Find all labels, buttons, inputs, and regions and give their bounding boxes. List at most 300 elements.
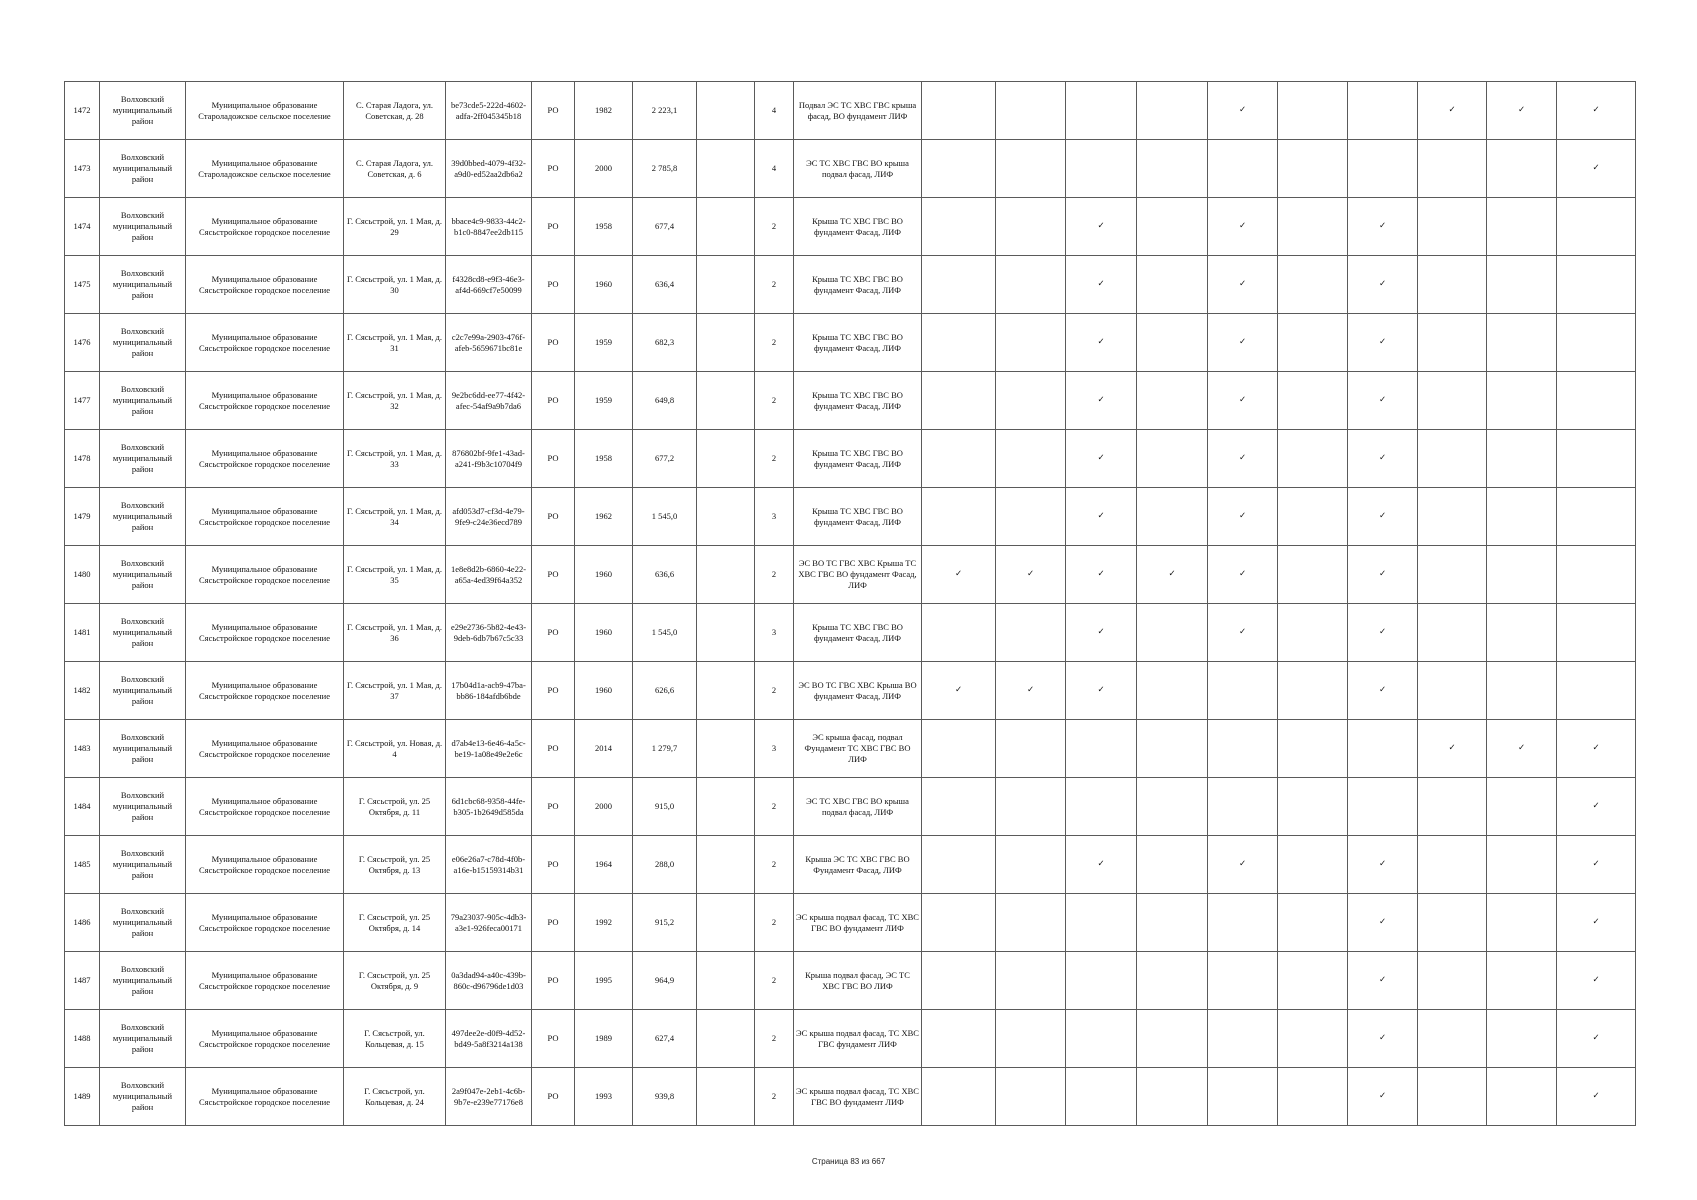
- row-number-cell: 1484: [65, 778, 100, 836]
- row-number-cell: 1475: [65, 256, 100, 314]
- work-flag-cell: [1278, 82, 1348, 140]
- district-cell: Волховский муниципальный район: [100, 778, 186, 836]
- table-row: [65, 488, 1636, 546]
- check-mark-icon: ✓: [1557, 720, 1636, 778]
- work-flag-cell: [996, 314, 1066, 372]
- district-cell: Волховский муниципальный район: [100, 662, 186, 720]
- check-mark-icon: ✓: [1066, 662, 1137, 720]
- empty-cell: [697, 314, 755, 372]
- municipality-cell: Муниципальное образование Сясьстройское городское поселение: [186, 256, 344, 314]
- work-flag-cell: [1557, 256, 1636, 314]
- check-mark-icon: ✓: [1208, 198, 1278, 256]
- work-flag-cell: [1278, 314, 1348, 372]
- row-number-cell: 1479: [65, 488, 100, 546]
- work-flag-cell: [1487, 488, 1557, 546]
- work-flag-cell: [1278, 952, 1348, 1010]
- work-flag-cell: [1487, 372, 1557, 430]
- work-flag-cell: [1066, 894, 1137, 952]
- check-mark-icon: ✓: [1348, 488, 1418, 546]
- work-flag-cell: [1137, 372, 1208, 430]
- check-mark-icon: ✓: [1208, 836, 1278, 894]
- check-mark-icon: ✓: [1557, 952, 1636, 1010]
- floors-cell: 2: [755, 372, 794, 430]
- floors-cell: 3: [755, 488, 794, 546]
- work-flag-cell: [1278, 256, 1348, 314]
- works-cell: Крыша подвал фасад, ЭС ТС ХВС ГВС ВО ЛИФ: [794, 952, 922, 1010]
- work-flag-cell: [1418, 778, 1487, 836]
- district-cell: Волховский муниципальный район: [100, 720, 186, 778]
- work-flag-cell: [922, 894, 996, 952]
- works-cell: Крыша ТС ХВС ГВС ВО фундамент Фасад, ЛИФ: [794, 198, 922, 256]
- district-cell: Волховский муниципальный район: [100, 894, 186, 952]
- check-mark-icon: ✓: [1348, 198, 1418, 256]
- work-flag-cell: [1137, 836, 1208, 894]
- work-flag-cell: [1137, 140, 1208, 198]
- work-flag-cell: [1487, 256, 1557, 314]
- check-mark-icon: ✓: [1487, 82, 1557, 140]
- work-flag-cell: [1487, 952, 1557, 1010]
- check-mark-icon: ✓: [1557, 82, 1636, 140]
- works-cell: ЭС крыша подвал фасад, ТС ХВС ГВС ВО фундамент ЛИФ: [794, 1068, 922, 1126]
- guid-cell: 17b04d1a-acb9-47ba-bb86-184afdb6bde: [446, 662, 532, 720]
- district-cell: Волховский муниципальный район: [100, 1068, 186, 1126]
- area-cell: 915,0: [633, 778, 697, 836]
- table-row: [65, 140, 1636, 198]
- check-mark-icon: ✓: [1066, 372, 1137, 430]
- check-mark-icon: ✓: [1348, 662, 1418, 720]
- floors-cell: 2: [755, 546, 794, 604]
- check-mark-icon: ✓: [1487, 720, 1557, 778]
- type-cell: РО: [532, 82, 575, 140]
- works-cell: ЭС ТС ХВС ГВС ВО крыша подвал фасад, ЛИФ: [794, 140, 922, 198]
- type-cell: РО: [532, 546, 575, 604]
- year-cell: 2000: [575, 140, 633, 198]
- municipality-cell: Муниципальное образование Сясьстройское городское поселение: [186, 198, 344, 256]
- guid-cell: 876802bf-9fe1-43ad-a241-f9b3c10704f9: [446, 430, 532, 488]
- municipality-cell: Муниципальное образование Сясьстройское городское поселение: [186, 720, 344, 778]
- guid-cell: d7ab4e13-6e46-4a5c-be19-1a08e49e2e6c: [446, 720, 532, 778]
- type-cell: РО: [532, 256, 575, 314]
- work-flag-cell: [1487, 314, 1557, 372]
- floors-cell: 2: [755, 1068, 794, 1126]
- empty-cell: [697, 140, 755, 198]
- work-flag-cell: [1278, 662, 1348, 720]
- check-mark-icon: ✓: [1208, 604, 1278, 662]
- floors-cell: 3: [755, 604, 794, 662]
- check-mark-icon: ✓: [1348, 894, 1418, 952]
- work-flag-cell: [1557, 604, 1636, 662]
- area-cell: 677,2: [633, 430, 697, 488]
- work-flag-cell: [996, 778, 1066, 836]
- houses-table: [64, 81, 1636, 1126]
- check-mark-icon: ✓: [1066, 604, 1137, 662]
- work-flag-cell: [996, 430, 1066, 488]
- area-cell: 636,6: [633, 546, 697, 604]
- year-cell: 1958: [575, 430, 633, 488]
- municipality-cell: Муниципальное образование Староладожское сельское поселение: [186, 82, 344, 140]
- year-cell: 1992: [575, 894, 633, 952]
- work-flag-cell: [1208, 140, 1278, 198]
- guid-cell: 497dee2e-d0f9-4d52-bd49-5a8f3214a138: [446, 1010, 532, 1068]
- empty-cell: [697, 836, 755, 894]
- guid-cell: e06e26a7-c78d-4f0b-a16e-b15159314b31: [446, 836, 532, 894]
- work-flag-cell: [1418, 1010, 1487, 1068]
- works-cell: Крыша ТС ХВС ГВС ВО фундамент Фасад, ЛИФ: [794, 372, 922, 430]
- address-cell: Г. Сясьстрой, ул. 25 Октября, д. 14: [344, 894, 446, 952]
- work-flag-cell: [1418, 314, 1487, 372]
- table-row: [65, 372, 1636, 430]
- check-mark-icon: ✓: [1066, 198, 1137, 256]
- works-cell: ЭС ТС ХВС ГВС ВО крыша подвал фасад, ЛИФ: [794, 778, 922, 836]
- year-cell: 1960: [575, 662, 633, 720]
- work-flag-cell: [996, 894, 1066, 952]
- address-cell: Г. Сясьстрой, ул. 1 Мая, д. 34: [344, 488, 446, 546]
- work-flag-cell: [1418, 430, 1487, 488]
- address-cell: Г. Сясьстрой, ул. 1 Мая, д. 36: [344, 604, 446, 662]
- check-mark-icon: ✓: [1557, 778, 1636, 836]
- work-flag-cell: [1418, 198, 1487, 256]
- guid-cell: e29e2736-5b82-4e43-9deb-6db7b67c5c33: [446, 604, 532, 662]
- work-flag-cell: [1137, 952, 1208, 1010]
- work-flag-cell: [922, 430, 996, 488]
- check-mark-icon: ✓: [1137, 546, 1208, 604]
- floors-cell: 3: [755, 720, 794, 778]
- work-flag-cell: [1348, 778, 1418, 836]
- empty-cell: [697, 720, 755, 778]
- row-number-cell: 1473: [65, 140, 100, 198]
- table-row: [65, 720, 1636, 778]
- check-mark-icon: ✓: [1208, 256, 1278, 314]
- type-cell: РО: [532, 662, 575, 720]
- table-row: [65, 952, 1636, 1010]
- district-cell: Волховский муниципальный район: [100, 314, 186, 372]
- work-flag-cell: [1557, 198, 1636, 256]
- row-number-cell: 1489: [65, 1068, 100, 1126]
- work-flag-cell: [1278, 836, 1348, 894]
- floors-cell: 2: [755, 662, 794, 720]
- work-flag-cell: [1278, 140, 1348, 198]
- work-flag-cell: [1066, 1010, 1137, 1068]
- work-flag-cell: [1418, 140, 1487, 198]
- district-cell: Волховский муниципальный район: [100, 952, 186, 1010]
- year-cell: 2000: [575, 778, 633, 836]
- work-flag-cell: [1418, 604, 1487, 662]
- check-mark-icon: ✓: [1348, 256, 1418, 314]
- check-mark-icon: ✓: [1348, 546, 1418, 604]
- work-flag-cell: [1208, 720, 1278, 778]
- guid-cell: 1e8e8d2b-6860-4e22-a65a-4ed39f64a352: [446, 546, 532, 604]
- work-flag-cell: [1487, 604, 1557, 662]
- table-row: [65, 604, 1636, 662]
- address-cell: Г. Сясьстрой, ул. Кольцевая, д. 15: [344, 1010, 446, 1068]
- check-mark-icon: ✓: [1418, 720, 1487, 778]
- empty-cell: [697, 604, 755, 662]
- area-cell: 626,6: [633, 662, 697, 720]
- work-flag-cell: [1487, 546, 1557, 604]
- district-cell: Волховский муниципальный район: [100, 546, 186, 604]
- area-cell: 964,9: [633, 952, 697, 1010]
- type-cell: РО: [532, 778, 575, 836]
- district-cell: Волховский муниципальный район: [100, 198, 186, 256]
- type-cell: РО: [532, 314, 575, 372]
- work-flag-cell: [996, 720, 1066, 778]
- year-cell: 1995: [575, 952, 633, 1010]
- floors-cell: 2: [755, 952, 794, 1010]
- address-cell: Г. Сясьстрой, ул. 25 Октября, д. 9: [344, 952, 446, 1010]
- area-cell: 649,8: [633, 372, 697, 430]
- guid-cell: be73cde5-222d-4602-adfa-2ff045345b18: [446, 82, 532, 140]
- works-cell: Крыша ТС ХВС ГВС ВО фундамент Фасад, ЛИФ: [794, 256, 922, 314]
- check-mark-icon: ✓: [1348, 1010, 1418, 1068]
- works-cell: ЭС крыша подвал фасад, ТС ХВС ГВС фундамент ЛИФ: [794, 1010, 922, 1068]
- work-flag-cell: [996, 1068, 1066, 1126]
- address-cell: Г. Сясьстрой, ул. Кольцевая, д. 24: [344, 1068, 446, 1126]
- work-flag-cell: [1418, 662, 1487, 720]
- municipality-cell: Муниципальное образование Староладожское сельское поселение: [186, 140, 344, 198]
- work-flag-cell: [1208, 662, 1278, 720]
- table-row: [65, 314, 1636, 372]
- floors-cell: 2: [755, 778, 794, 836]
- check-mark-icon: ✓: [1348, 430, 1418, 488]
- work-flag-cell: [1137, 778, 1208, 836]
- year-cell: 1959: [575, 372, 633, 430]
- empty-cell: [697, 256, 755, 314]
- work-flag-cell: [922, 952, 996, 1010]
- check-mark-icon: ✓: [1066, 314, 1137, 372]
- area-cell: 1 279,7: [633, 720, 697, 778]
- guid-cell: 2a9f047e-2eb1-4c6b-9b7e-e239e77176e8: [446, 1068, 532, 1126]
- work-flag-cell: [1066, 1068, 1137, 1126]
- work-flag-cell: [1208, 778, 1278, 836]
- work-flag-cell: [1418, 952, 1487, 1010]
- empty-cell: [697, 546, 755, 604]
- work-flag-cell: [1418, 836, 1487, 894]
- work-flag-cell: [922, 198, 996, 256]
- year-cell: 1982: [575, 82, 633, 140]
- district-cell: Волховский муниципальный район: [100, 140, 186, 198]
- row-number-cell: 1483: [65, 720, 100, 778]
- check-mark-icon: ✓: [1208, 82, 1278, 140]
- work-flag-cell: [922, 836, 996, 894]
- type-cell: РО: [532, 430, 575, 488]
- check-mark-icon: ✓: [1557, 836, 1636, 894]
- work-flag-cell: [1066, 140, 1137, 198]
- table-row: [65, 430, 1636, 488]
- address-cell: Г. Сясьстрой, ул. 25 Октября, д. 11: [344, 778, 446, 836]
- row-number-cell: 1487: [65, 952, 100, 1010]
- work-flag-cell: [1278, 894, 1348, 952]
- year-cell: 1964: [575, 836, 633, 894]
- address-cell: Г. Сясьстрой, ул. 1 Мая, д. 31: [344, 314, 446, 372]
- guid-cell: afd053d7-cf3d-4e79-9fe9-c24e36ecd789: [446, 488, 532, 546]
- empty-cell: [697, 1010, 755, 1068]
- work-flag-cell: [1418, 546, 1487, 604]
- document-sheet: [64, 81, 1636, 1126]
- work-flag-cell: [996, 952, 1066, 1010]
- year-cell: 1960: [575, 604, 633, 662]
- check-mark-icon: ✓: [1348, 604, 1418, 662]
- work-flag-cell: [996, 488, 1066, 546]
- check-mark-icon: ✓: [1066, 546, 1137, 604]
- district-cell: Волховский муниципальный район: [100, 488, 186, 546]
- work-flag-cell: [1137, 430, 1208, 488]
- work-flag-cell: [1487, 1068, 1557, 1126]
- work-flag-cell: [1278, 546, 1348, 604]
- table-row: [65, 198, 1636, 256]
- check-mark-icon: ✓: [1066, 488, 1137, 546]
- year-cell: 1959: [575, 314, 633, 372]
- table-row: [65, 894, 1636, 952]
- works-cell: Крыша ТС ХВС ГВС ВО фундамент Фасад, ЛИФ: [794, 314, 922, 372]
- table-row: [65, 1010, 1636, 1068]
- district-cell: Волховский муниципальный район: [100, 372, 186, 430]
- work-flag-cell: [1137, 662, 1208, 720]
- address-cell: Г. Сясьстрой, ул. 1 Мая, д. 30: [344, 256, 446, 314]
- municipality-cell: Муниципальное образование Сясьстройское городское поселение: [186, 1010, 344, 1068]
- row-number-cell: 1472: [65, 82, 100, 140]
- year-cell: 1962: [575, 488, 633, 546]
- work-flag-cell: [922, 604, 996, 662]
- work-flag-cell: [1278, 1068, 1348, 1126]
- municipality-cell: Муниципальное образование Сясьстройское городское поселение: [186, 952, 344, 1010]
- guid-cell: 6d1cbc68-9358-44fe-b305-1b2649d585da: [446, 778, 532, 836]
- type-cell: РО: [532, 1068, 575, 1126]
- empty-cell: [697, 198, 755, 256]
- work-flag-cell: [1137, 604, 1208, 662]
- work-flag-cell: [1137, 198, 1208, 256]
- works-cell: Крыша ТС ХВС ГВС ВО фундамент Фасад, ЛИФ: [794, 488, 922, 546]
- area-cell: 915,2: [633, 894, 697, 952]
- work-flag-cell: [1487, 140, 1557, 198]
- check-mark-icon: ✓: [1208, 488, 1278, 546]
- works-cell: Крыша ТС ХВС ГВС ВО фундамент Фасад, ЛИФ: [794, 604, 922, 662]
- work-flag-cell: [1137, 488, 1208, 546]
- district-cell: Волховский муниципальный район: [100, 430, 186, 488]
- check-mark-icon: ✓: [1557, 1068, 1636, 1126]
- row-number-cell: 1478: [65, 430, 100, 488]
- work-flag-cell: [1348, 82, 1418, 140]
- check-mark-icon: ✓: [1557, 140, 1636, 198]
- check-mark-icon: ✓: [1066, 256, 1137, 314]
- municipality-cell: Муниципальное образование Сясьстройское городское поселение: [186, 372, 344, 430]
- work-flag-cell: [922, 1010, 996, 1068]
- work-flag-cell: [1278, 1010, 1348, 1068]
- work-flag-cell: [1137, 256, 1208, 314]
- floors-cell: 2: [755, 836, 794, 894]
- district-cell: Волховский муниципальный район: [100, 836, 186, 894]
- work-flag-cell: [922, 778, 996, 836]
- works-cell: ЭС ВО ТС ГВС ХВС Крыша ТС ХВС ГВС ВО фундамент Фасад, ЛИФ: [794, 546, 922, 604]
- work-flag-cell: [922, 488, 996, 546]
- work-flag-cell: [996, 604, 1066, 662]
- work-flag-cell: [1487, 836, 1557, 894]
- empty-cell: [697, 894, 755, 952]
- page-footer: Страница 83 из 667: [811, 1157, 886, 1166]
- empty-cell: [697, 82, 755, 140]
- check-mark-icon: ✓: [1066, 430, 1137, 488]
- guid-cell: 79a23037-905c-4db3-a3e1-926feca00171: [446, 894, 532, 952]
- check-mark-icon: ✓: [1557, 894, 1636, 952]
- table-row: [65, 1068, 1636, 1126]
- floors-cell: 2: [755, 314, 794, 372]
- year-cell: 1993: [575, 1068, 633, 1126]
- works-cell: Крыша ЭС ТС ХВС ГВС ВО Фундамент Фасад, ЛИФ: [794, 836, 922, 894]
- district-cell: Волховский муниципальный район: [100, 82, 186, 140]
- work-flag-cell: [1418, 372, 1487, 430]
- floors-cell: 4: [755, 140, 794, 198]
- table-row: [65, 778, 1636, 836]
- work-flag-cell: [922, 1068, 996, 1126]
- address-cell: Г. Сясьстрой, ул. 1 Мая, д. 29: [344, 198, 446, 256]
- address-cell: С. Старая Ладога, ул. Советская, д. 28: [344, 82, 446, 140]
- guid-cell: f4328cd8-e9f3-46e3-af4d-669cf7e50099: [446, 256, 532, 314]
- work-flag-cell: [1137, 720, 1208, 778]
- type-cell: РО: [532, 488, 575, 546]
- municipality-cell: Муниципальное образование Сясьстройское городское поселение: [186, 836, 344, 894]
- area-cell: 1 545,0: [633, 604, 697, 662]
- check-mark-icon: ✓: [922, 546, 996, 604]
- row-number-cell: 1480: [65, 546, 100, 604]
- row-number-cell: 1474: [65, 198, 100, 256]
- empty-cell: [697, 372, 755, 430]
- work-flag-cell: [996, 82, 1066, 140]
- work-flag-cell: [1066, 952, 1137, 1010]
- check-mark-icon: ✓: [1557, 1010, 1636, 1068]
- type-cell: РО: [532, 720, 575, 778]
- check-mark-icon: ✓: [1418, 82, 1487, 140]
- check-mark-icon: ✓: [1208, 430, 1278, 488]
- district-cell: Волховский муниципальный район: [100, 256, 186, 314]
- work-flag-cell: [1137, 82, 1208, 140]
- empty-cell: [697, 662, 755, 720]
- work-flag-cell: [1137, 1010, 1208, 1068]
- floors-cell: 2: [755, 894, 794, 952]
- check-mark-icon: ✓: [996, 546, 1066, 604]
- municipality-cell: Муниципальное образование Сясьстройское городское поселение: [186, 604, 344, 662]
- check-mark-icon: ✓: [1208, 372, 1278, 430]
- work-flag-cell: [1137, 894, 1208, 952]
- work-flag-cell: [1278, 604, 1348, 662]
- area-cell: 636,4: [633, 256, 697, 314]
- guid-cell: c2c7e99a-2903-476f-afeb-5659671bc81e: [446, 314, 532, 372]
- table-row: [65, 836, 1636, 894]
- type-cell: РО: [532, 836, 575, 894]
- work-flag-cell: [1278, 778, 1348, 836]
- address-cell: Г. Сясьстрой, ул. 1 Мая, д. 37: [344, 662, 446, 720]
- work-flag-cell: [1278, 372, 1348, 430]
- work-flag-cell: [922, 82, 996, 140]
- address-cell: Г. Сясьстрой, ул. Новая, д. 4: [344, 720, 446, 778]
- type-cell: РО: [532, 372, 575, 430]
- area-cell: 2 223,1: [633, 82, 697, 140]
- check-mark-icon: ✓: [1066, 836, 1137, 894]
- type-cell: РО: [532, 140, 575, 198]
- district-cell: Волховский муниципальный район: [100, 1010, 186, 1068]
- municipality-cell: Муниципальное образование Сясьстройское городское поселение: [186, 488, 344, 546]
- work-flag-cell: [1348, 720, 1418, 778]
- district-cell: Волховский муниципальный район: [100, 604, 186, 662]
- address-cell: С. Старая Ладога, ул. Советская, д. 6: [344, 140, 446, 198]
- year-cell: 2014: [575, 720, 633, 778]
- row-number-cell: 1477: [65, 372, 100, 430]
- work-flag-cell: [996, 140, 1066, 198]
- work-flag-cell: [1278, 720, 1348, 778]
- works-cell: Крыша ТС ХВС ГВС ВО фундамент Фасад, ЛИФ: [794, 430, 922, 488]
- work-flag-cell: [922, 140, 996, 198]
- floors-cell: 2: [755, 198, 794, 256]
- work-flag-cell: [1487, 662, 1557, 720]
- work-flag-cell: [1418, 1068, 1487, 1126]
